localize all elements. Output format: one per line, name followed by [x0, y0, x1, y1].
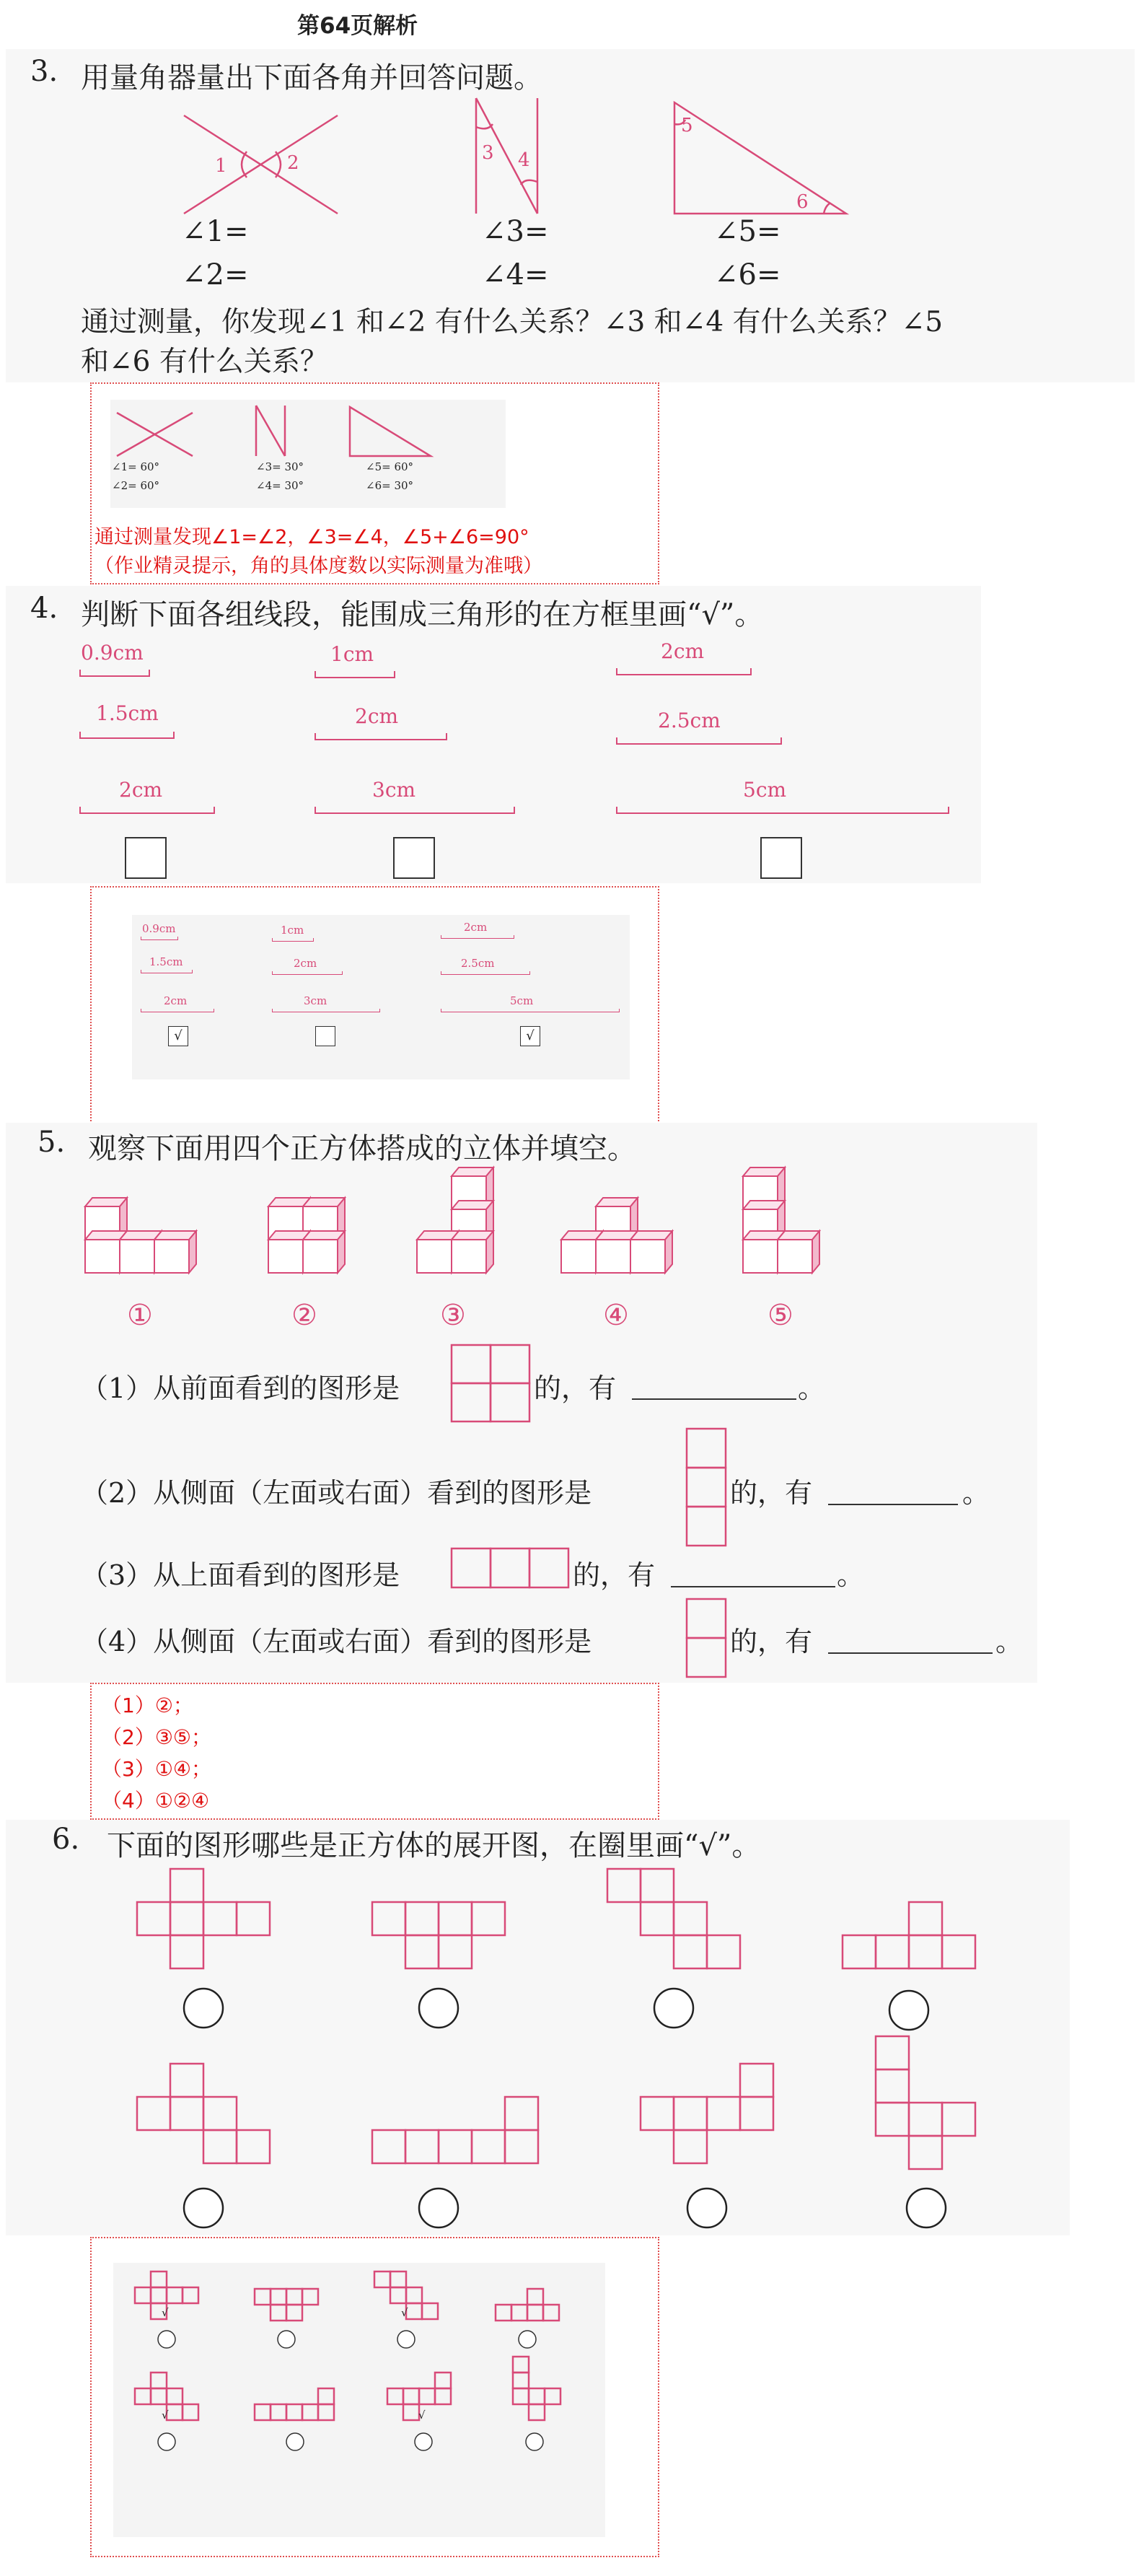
q4-ans-g1-s2: 1.5cm — [149, 955, 183, 968]
net-8 — [876, 2036, 975, 2169]
q5-item-2-end: 。 — [962, 1477, 990, 1509]
q4-ans-g3-l1 — [441, 935, 514, 939]
q6-circle-4 — [889, 1991, 928, 2030]
angle-label-1: 1 — [215, 155, 227, 177]
q4-g1-seg3-label: 2cm — [119, 778, 163, 802]
q5-answer-4: （4）①②④ — [102, 1789, 210, 1813]
crossing-lines-figure — [184, 115, 338, 214]
q5-item-4-blank[interactable] — [828, 1652, 993, 1654]
q5-answer-box — [90, 1683, 659, 1820]
net-7 — [641, 2064, 773, 2163]
q6-ans-mark-7: √ — [418, 2409, 426, 2422]
q5-solid-label-1: ① — [127, 1299, 153, 1332]
q5-item-1-blank[interactable] — [632, 1398, 796, 1400]
q3-answer-line1: 通过测量发现∠1=∠2，∠3=∠4，∠5+∠6=90° — [94, 526, 529, 548]
q3-thumb-a3: ∠3= 30° — [256, 460, 304, 473]
q4-g3-seg1 — [616, 668, 752, 675]
q4-g1-seg1 — [79, 670, 150, 677]
q3-thumb-a2: ∠2= 60° — [112, 479, 160, 492]
q4-ans-g2-s3: 3cm — [304, 994, 327, 1007]
q5-item-3-suffix: 的，有 — [573, 1559, 656, 1591]
q4-g2-seg2 — [315, 733, 447, 740]
q6-circle-6 — [419, 2189, 458, 2227]
q5-number: 5. — [38, 1126, 66, 1159]
q4-answer-box — [90, 886, 659, 1124]
angle-label-6: 6 — [796, 191, 809, 213]
q3-blank-5: ∠5= — [714, 215, 781, 248]
solid-4 — [561, 1198, 672, 1273]
q5-item-2: （2）从侧面（左面或右面）看到的图形是 — [81, 1477, 592, 1509]
q4-ans-g1-l3 — [141, 1009, 214, 1012]
q4-g1-seg2 — [79, 732, 175, 739]
q4-ans-g1-l1 — [141, 937, 178, 940]
q5-solid-label-3: ③ — [440, 1299, 466, 1332]
q5-item-3-view — [450, 1547, 571, 1590]
q3-answer-figures — [92, 384, 661, 528]
q4-ans-g3-box: √ — [520, 1026, 540, 1046]
q3-thumb-a6: ∠6= 30° — [366, 479, 414, 492]
q6-answer-box — [90, 2237, 659, 2557]
q6-circle-2 — [419, 1989, 458, 2028]
q6-nets — [0, 1847, 1139, 2237]
right-triangle-figure — [674, 102, 846, 214]
q4-g2-checkbox[interactable] — [393, 837, 435, 879]
q4-g1-seg3 — [79, 807, 215, 814]
net-1 — [137, 1869, 270, 1968]
q3-answer-line2: （作业精灵提示，角的具体度数以实际测量为准哦） — [94, 555, 542, 577]
q4-ans-g1-s1: 0.9cm — [142, 922, 176, 935]
q6-circle-1 — [184, 1989, 223, 2028]
q5-item-1: （1）从前面看到的图形是 — [81, 1372, 400, 1404]
q5-solid-label-2: ② — [291, 1299, 317, 1332]
q3-blank-6: ∠6= — [714, 258, 781, 292]
angle-label-2: 2 — [287, 152, 299, 174]
q5-item-3-end: 。 — [837, 1559, 865, 1591]
q6-ans-mark-1: √ — [162, 2306, 169, 2319]
q5-item-4-suffix: 的，有 — [730, 1626, 813, 1657]
q4-g3-seg2 — [616, 737, 782, 745]
net-3 — [607, 1869, 740, 1968]
q4-answer-thumbnail — [132, 915, 630, 1079]
q6-circle-8 — [907, 2189, 946, 2227]
q6-number: 6. — [52, 1823, 80, 1856]
q4-g2-seg2-label: 2cm — [355, 704, 399, 728]
q3-blank-1: ∠1= — [182, 215, 249, 248]
q6-answer-nets — [92, 2238, 661, 2556]
q4-g3-seg3-label: 5cm — [743, 778, 787, 802]
q4-g2-seg3-label: 3cm — [372, 778, 416, 802]
q4-ans-g2-box — [315, 1026, 335, 1046]
q4-g1-checkbox[interactable] — [125, 837, 167, 879]
q4-g2-seg1 — [315, 671, 395, 678]
q3-blank-3: ∠3= — [482, 215, 549, 248]
q5-answer-1: （1）②； — [102, 1694, 193, 1717]
q3-answer-box — [90, 382, 659, 584]
q3-thumb-a1: ∠1= 60° — [112, 460, 160, 473]
net-2 — [372, 1902, 505, 1968]
q5-solid-label-5: ⑤ — [768, 1299, 793, 1332]
q5-item-1-view — [450, 1344, 531, 1423]
angle-label-5: 5 — [681, 115, 693, 136]
page-title: 第64页解析 — [297, 13, 418, 39]
q3-blank-4: ∠4= — [482, 258, 549, 292]
q3-question-line1: 通过测量，你发现∠1 和∠2 有什么关系？∠3 和∠4 有什么关系？∠5 — [81, 306, 944, 338]
q4-ans-g3-l3 — [441, 1009, 620, 1012]
q5-item-1-end: 。 — [798, 1372, 826, 1404]
q5-item-1-suffix: 的，有 — [534, 1372, 617, 1404]
q4-ans-g2-l1 — [272, 938, 314, 942]
solid-3 — [417, 1167, 493, 1273]
q5-solid-label-4: ④ — [603, 1299, 629, 1332]
q4-g3-seg1-label: 2cm — [661, 639, 705, 663]
q4-ans-g3-s3: 5cm — [510, 994, 534, 1007]
q6-ans-mark-5: √ — [162, 2409, 169, 2422]
q4-g3-seg3 — [616, 807, 949, 814]
net-5 — [137, 2064, 270, 2163]
q4-ans-g2-s2: 2cm — [294, 957, 317, 970]
q3-prompt: 用量角器量出下面各角并回答问题。 — [81, 61, 542, 95]
q6-prompt: 下面的图形哪些是正方体的展开图，在圈里画“√”。 — [107, 1829, 761, 1862]
q4-prompt: 判断下面各组线段，能围成三角形的在方框里画“√”。 — [81, 598, 764, 631]
q6-ans-mark-3: √ — [401, 2306, 408, 2319]
angle-label-3: 3 — [482, 142, 494, 164]
solid-5 — [743, 1167, 819, 1273]
q4-number: 4. — [30, 592, 58, 625]
q4-g2-seg1-label: 1cm — [330, 642, 374, 666]
q4-ans-g1-l2 — [141, 970, 193, 973]
q4-g3-checkbox[interactable] — [760, 837, 802, 879]
q4-ans-g3-s2: 2.5cm — [461, 957, 495, 970]
q4-g1-seg1-label: 0.9cm — [81, 641, 144, 665]
q4-g1-seg2-label: 1.5cm — [96, 701, 159, 725]
q3-question-line2: 和∠6 有什么关系？ — [81, 346, 328, 378]
q5-answer-2: （2）③⑤； — [102, 1725, 212, 1749]
q6-circle-3 — [654, 1989, 693, 2028]
solid-2 — [268, 1198, 345, 1273]
q4-ans-g2-l3 — [272, 1009, 380, 1012]
q4-ans-g2-s1: 1cm — [281, 924, 304, 937]
angle-label-4: 4 — [518, 149, 530, 171]
q5-item-2-blank[interactable] — [828, 1504, 958, 1505]
q4-ans-g3-s1: 2cm — [464, 921, 488, 934]
q4-g3-seg2-label: 2.5cm — [658, 709, 721, 732]
q5-item-3-blank[interactable] — [671, 1586, 835, 1587]
q5-item-2-suffix: 的，有 — [730, 1477, 813, 1509]
q5-answer-3: （3）①④； — [102, 1757, 212, 1781]
q3-thumb-a4: ∠4= 30° — [256, 479, 304, 492]
q4-g2-seg3 — [315, 807, 515, 814]
net-4 — [843, 1902, 975, 1968]
q3-number: 3. — [30, 55, 58, 88]
q6-circle-5 — [184, 2189, 223, 2227]
q6-circle-7 — [687, 2189, 726, 2227]
q5-item-4-end: 。 — [995, 1626, 1024, 1657]
z-figure — [476, 98, 537, 214]
q4-ans-g2-l2 — [272, 971, 343, 975]
q5-item-4: （4）从侧面（左面或右面）看到的图形是 — [81, 1626, 592, 1657]
solid-1 — [85, 1198, 196, 1273]
q5-item-3: （3）从上面看到的图形是 — [81, 1559, 400, 1591]
q5-prompt: 观察下面用四个正方体搭成的立体并填空。 — [88, 1132, 636, 1165]
q4-ans-g3-l2 — [441, 971, 530, 975]
q5-solids — [0, 1155, 1139, 1342]
q5-item-4-view — [685, 1598, 727, 1678]
q4-ans-g1-s3: 2cm — [164, 994, 188, 1007]
q3-thumb-a5: ∠5= 60° — [366, 460, 414, 473]
q4-ans-g1-box: √ — [168, 1026, 188, 1046]
q3-blank-2: ∠2= — [182, 258, 249, 292]
net-6 — [372, 2097, 538, 2163]
q5-item-2-view — [685, 1427, 727, 1547]
